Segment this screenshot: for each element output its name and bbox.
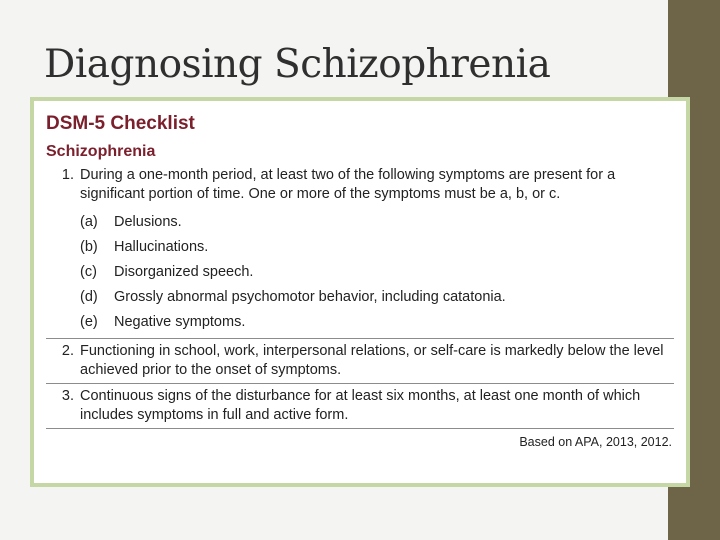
criterion-2 [46, 339, 674, 384]
symptom-letter: (c) [80, 264, 97, 280]
symptom-letter: (e) [80, 314, 98, 330]
criterion-number: 1. [61, 167, 74, 183]
criterion-text: Continuous signs of the disturbance for at least six months, at least one month of which includes symptoms in full and active form. [80, 388, 641, 423]
symptom-item [80, 210, 674, 235]
symptom-letter: (b) [80, 239, 98, 255]
symptom-letter: (d) [80, 289, 98, 305]
criterion-text: During a one-month period, at least two of the following symptoms are present for a significant portion of time. One or more of the symptoms must be a, b, or c. [80, 167, 616, 202]
checklist-title: DSM-5 Checklist [46, 113, 195, 134]
criterion-body [80, 166, 674, 335]
symptom-text: Negative symptoms. [114, 314, 246, 330]
symptom-item [80, 260, 674, 285]
symptom-item [80, 285, 674, 310]
symptom-letter: (a) [80, 214, 98, 230]
symptom-text: Delusions. [114, 214, 182, 230]
criterion-1 [46, 163, 674, 339]
slide-title: Diagnosing Schizophrenia [44, 42, 551, 87]
criterion-text: Functioning in school, work, interpersonal relations, or self-care is markedly below the level achieved prior to the onset of symptoms. [80, 343, 664, 378]
symptom-text: Grossly abnormal psychomotor behavior, including catatonia. [114, 289, 506, 305]
symptom-item [80, 235, 674, 260]
symptom-item [80, 310, 674, 335]
symptom-text: Hallucinations. [114, 239, 209, 255]
symptom-text: Disorganized speech. [114, 264, 254, 280]
symptom-list [80, 210, 674, 335]
criterion-number: 2. [61, 343, 74, 359]
criterion-3 [46, 384, 674, 429]
criterion-number: 3. [61, 388, 74, 404]
checklist-content [46, 109, 674, 449]
source-citation: Based on APA, 2013, 2012. [519, 435, 672, 449]
checklist-subtitle: Schizophrenia [46, 143, 156, 160]
dsm5-checklist-figure [30, 97, 690, 487]
